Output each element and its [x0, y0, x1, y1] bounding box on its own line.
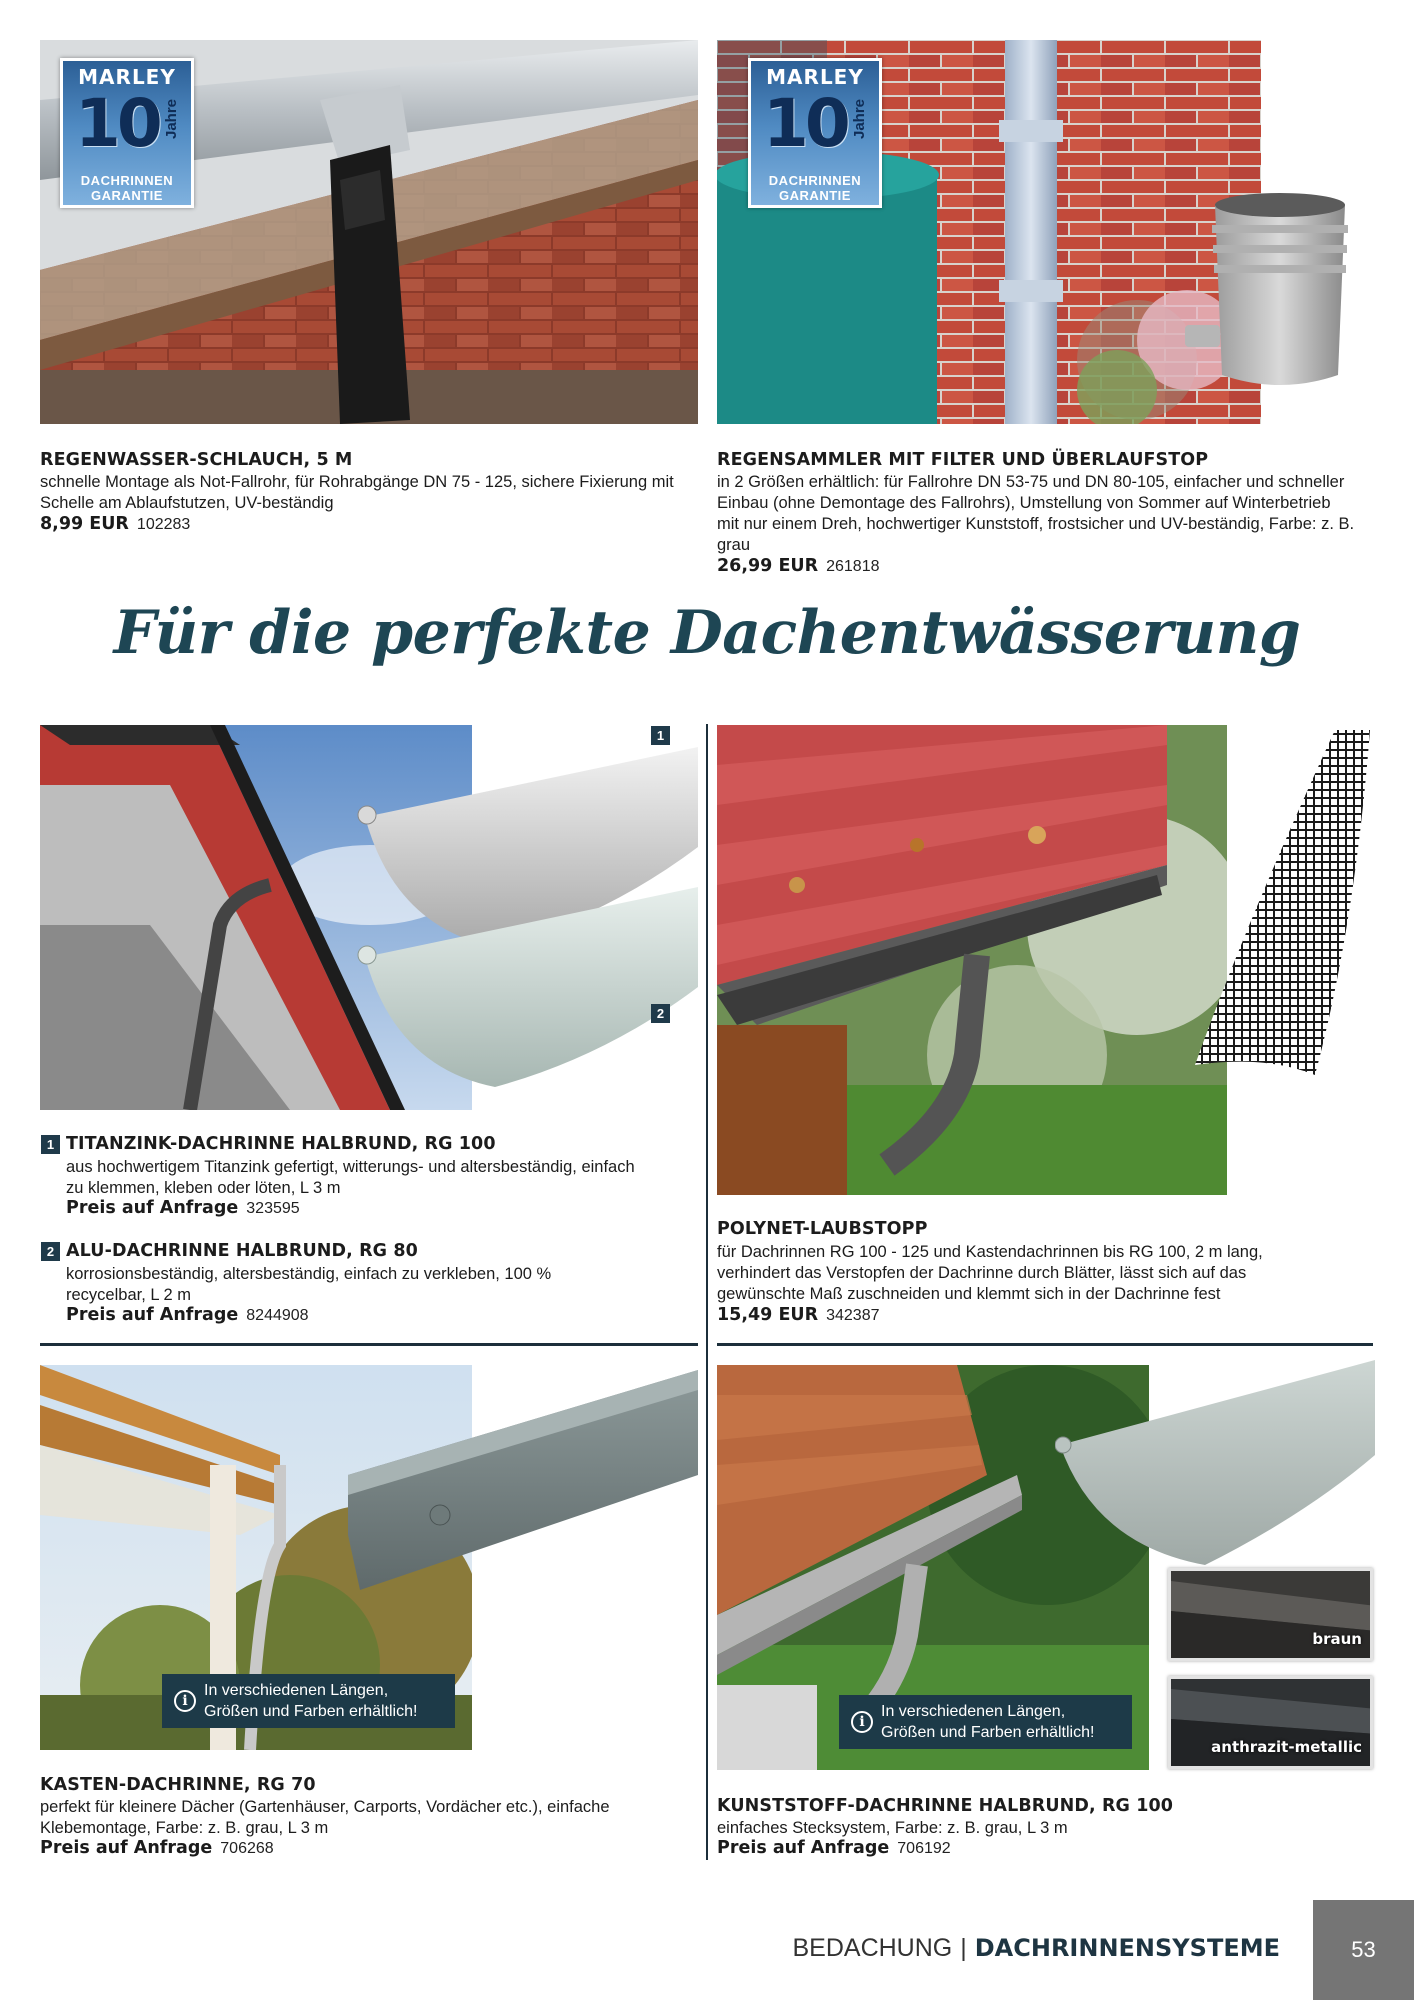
kasten-gutter-image: [340, 1365, 698, 1595]
kasten-info-box: [162, 1674, 455, 1728]
badge-number: 10: [763, 85, 847, 162]
badge-number: 10: [75, 85, 159, 162]
badge-line2: GARANTIE: [91, 188, 163, 203]
regensammler-desc: in 2 Größen erhältlich: für Fallrohre DN 53-75 und DN 80-105, einfacher und schneller Einbau (ohne Demontage des Fallrohrs), Umstellung von Sommer auf Winterbetrieb mit nur einem Dreh, hochwertiger Kunststoff, frostsicher und UV-beständig, Farbe: z. B. grau: [717, 473, 1355, 554]
kasten-desc: perfekt für kleinere Dächer (Gartenhäuser, Carports, Vordächer etc.), einfache Klebemontage, Farbe: z. B. grau, L 3 m: [40, 1798, 610, 1837]
swatch-braun-label: braun: [1312, 1630, 1362, 1648]
footer-section: DACHRINNENSYSTEME: [974, 1934, 1280, 1962]
kunststoff-price: Preis auf Anfrage: [717, 1838, 890, 1858]
page-number: 53: [1313, 1900, 1414, 2000]
section-headline: Für die perfekte Dachentwässerung: [113, 598, 1301, 668]
schlauch-title: REGENWASSER-SCHLAUCH, 5 M: [40, 450, 353, 470]
footer-breadcrumb: [793, 1934, 1281, 1963]
badge-line1: DACHRINNEN: [768, 173, 862, 188]
titanzink-artno: 323595: [246, 1200, 300, 1217]
info-icon: i: [174, 1690, 196, 1712]
info-line2: Größen und Farben erhältlich!: [881, 1724, 1095, 1741]
polynet-mesh-image: [1185, 725, 1375, 1080]
marley-guarantee-badge-1: [60, 58, 194, 208]
marley-guarantee-badge-2: [748, 58, 882, 208]
kasten-artno: 706268: [220, 1840, 274, 1857]
titanzink-title: TITANZINK-DACHRINNE HALBRUND, RG 100: [66, 1134, 496, 1154]
polynet-price: 15,49 EUR: [717, 1305, 819, 1325]
regensammler-title: REGENSAMMLER MIT FILTER UND ÜBERLAUFSTOP: [717, 450, 1209, 470]
kunststoff-info-text: [881, 1701, 1094, 1743]
kunststoff-gutter-image: [1055, 1355, 1375, 1575]
regensammler-price-line: [717, 556, 879, 576]
badge-jahre: Jahre: [851, 98, 868, 139]
footer-category: BEDACHUNG: [792, 1934, 953, 1962]
kunststoff-info-box: [839, 1695, 1132, 1749]
alu-price: Preis auf Anfrage: [66, 1305, 239, 1325]
schlauch-price-line: [40, 514, 190, 534]
schlauch-price: 8,99 EUR: [40, 514, 129, 534]
kunststoff-title: KUNSTSTOFF-DACHRINNE HALBRUND, RG 100: [717, 1796, 1174, 1816]
image-marker-1: 1: [651, 726, 670, 745]
info-icon: i: [851, 1711, 873, 1733]
info-line1: In verschiedenen Längen,: [204, 1682, 389, 1699]
titanzink-price: Preis auf Anfrage: [66, 1198, 239, 1218]
badge-line1: DACHRINNEN: [80, 173, 174, 188]
badge-brand: MARLEY: [78, 65, 176, 89]
kasten-price-line: [40, 1838, 274, 1858]
polynet-price-line: [717, 1305, 879, 1325]
kunststoff-price-line: [717, 1838, 951, 1858]
info-line1: In verschiedenen Längen,: [881, 1703, 1066, 1720]
image-marker-2: 2: [651, 1004, 670, 1023]
badge-line2: GARANTIE: [779, 188, 851, 203]
polynet-title: POLYNET-LAUBSTOPP: [717, 1219, 928, 1239]
alu-desc: korrosionsbeständig, altersbeständig, einfach zu verkleben, 100 % recycelbar, L 2 m: [66, 1265, 552, 1304]
titanzink-price-line: [66, 1198, 300, 1218]
polynet-desc: für Dachrinnen RG 100 - 125 und Kastendachrinnen bis RG 100, 2 m lang, verhindert das Verstopfen der Dachrinne durch Blätter, lässt sich auf das gewünschte Maß zuschneiden und klemmt sich in der Dachrinne fest: [717, 1243, 1263, 1303]
section-rule-right: [717, 1343, 1373, 1346]
polynet-photo: [717, 725, 1227, 1195]
polynet-artno: 342387: [826, 1307, 880, 1324]
regensammler-price: 26,99 EUR: [717, 556, 819, 576]
schlauch-artno: 102283: [136, 516, 191, 533]
alu-artno: 8244908: [246, 1307, 309, 1324]
info-line2: Größen und Farben erhältlich!: [204, 1703, 418, 1720]
column-divider: [706, 724, 708, 1860]
swatch-anthrazit-label: anthrazit-metallic: [1211, 1738, 1362, 1756]
swatch-anthrazit: [1168, 1676, 1373, 1769]
swatch-braun: [1168, 1568, 1373, 1661]
kasten-title: KASTEN-DACHRINNE, RG 70: [40, 1775, 316, 1795]
badge-brand: MARLEY: [766, 65, 864, 89]
badge-jahre: Jahre: [163, 98, 180, 139]
kasten-info-text: [204, 1680, 417, 1722]
regensammler-artno: 261818: [826, 558, 880, 575]
titanzink-number-badge: 1: [41, 1135, 60, 1154]
section-rule-left: [40, 1343, 698, 1346]
kasten-price: Preis auf Anfrage: [40, 1838, 213, 1858]
schlauch-desc: schnelle Montage als Not-Fallrohr, für Rohrabgänge DN 75 - 125, sichere Fixierung mit Schelle am Ablaufstutzen, UV-beständig: [40, 473, 674, 512]
footer-separator: |: [960, 1934, 967, 1962]
alu-number-badge: 2: [41, 1242, 60, 1261]
kunststoff-artno: 706192: [897, 1840, 951, 1857]
alu-price-line: [66, 1305, 309, 1325]
titanzink-desc: aus hochwertigem Titanzink gefertigt, witterungs- und altersbeständig, einfach zu klemmen, kleben oder löten, L 3 m: [66, 1158, 635, 1197]
regensammler-product-image: [1180, 185, 1380, 405]
titanzink-gutter-image: [355, 727, 698, 1087]
alu-title: ALU-DACHRINNE HALBRUND, RG 80: [66, 1241, 418, 1261]
kunststoff-desc: einfaches Stecksystem, Farbe: z. B. grau, L 3 m: [717, 1819, 1068, 1837]
